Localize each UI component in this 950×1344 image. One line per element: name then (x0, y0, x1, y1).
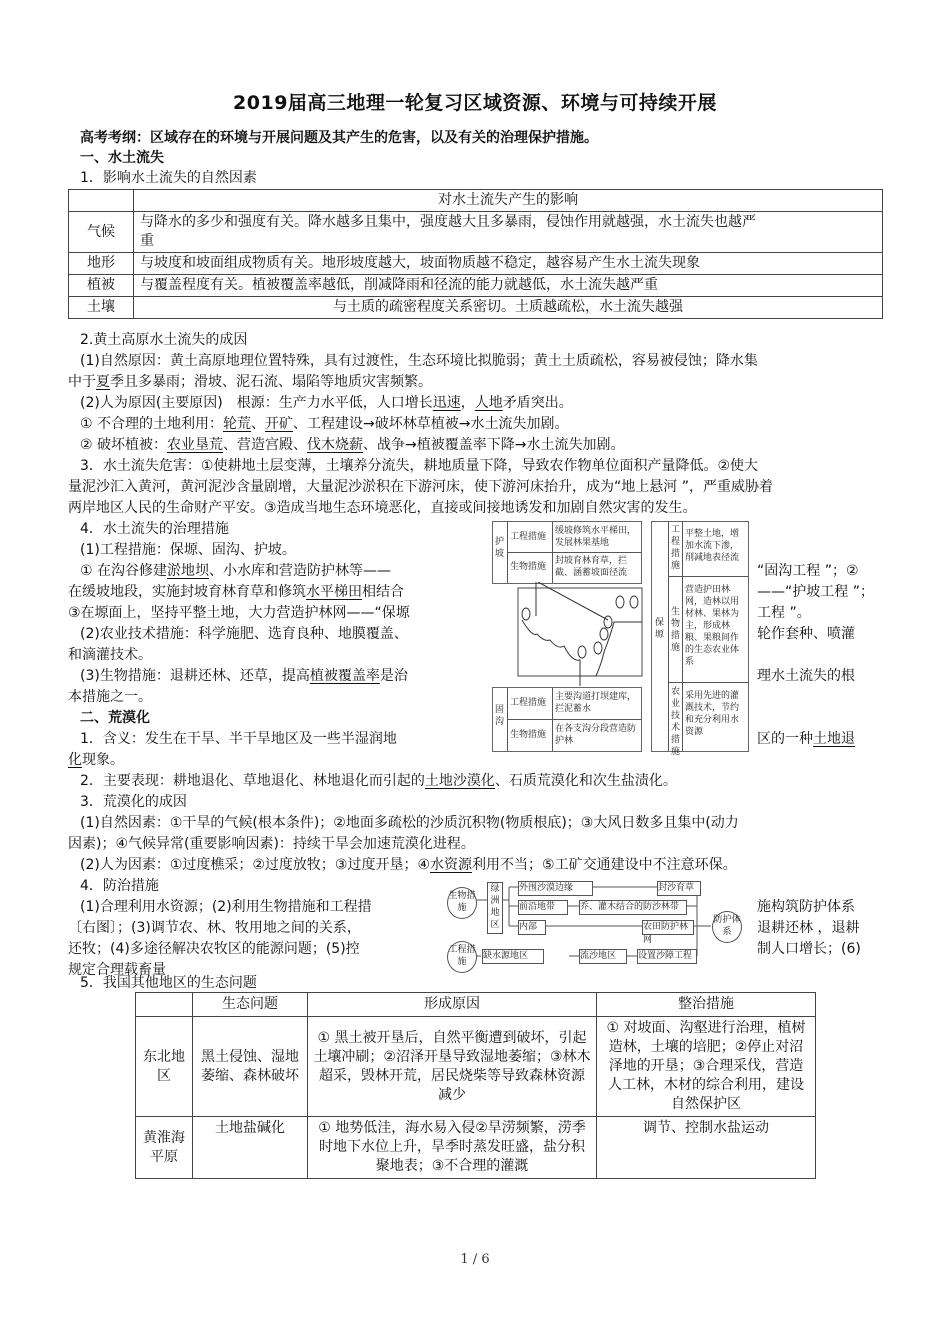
causes-heading: 3．荒漠化的成因 (80, 794, 187, 810)
table-header-cell: 对水土流失产生的影响 (134, 190, 883, 212)
farmland-shelter-node: 农田防护林网 (642, 920, 694, 935)
land-use-line (80, 415, 568, 433)
table-row (69, 297, 883, 319)
text: 、石质荒漠化和次生盐渍化。 (494, 773, 677, 789)
other-regions-heading: 5．我国其他地区的生态问题 (80, 975, 257, 991)
factor-cell: 土壤 (69, 297, 134, 319)
measure1 (80, 562, 391, 580)
subheading-treatment: 4．水土流失的治理措施 (80, 521, 229, 537)
text: 、营造宫殿、 (223, 437, 308, 453)
measure2 (68, 583, 404, 601)
harm-line3: 两岸地区人民的生命财产平安。③造成当地生态环境恶化，直接或间接地诱发和加剧自然灾害的发生。 (68, 500, 697, 516)
gugou-block (492, 687, 642, 752)
effect-cell: 与坡度和坡面组成物质有关。地形坡度越大，坡面物质越不稳定，越容易产生水土流失现象 (134, 253, 883, 275)
underlined-term: 化 (68, 752, 82, 768)
measure-cell: 调节、控制水盐运动 (597, 1117, 816, 1179)
measure3: ③在塬面上，坚持平整土地，大力营造护林网——“保塬 (68, 605, 410, 621)
gugou-label: 固沟 (495, 705, 505, 727)
baoyuan-label: 保塬 (655, 618, 665, 640)
effect-text: 与降水的多少和强度有关。降水越多且集中，强度越大且多暴雨，侵蚀作用就越强，水土流失也越严 (140, 214, 756, 230)
text: 区的一种 (757, 731, 813, 747)
measure3-right: 工程 ”。 (757, 605, 811, 621)
factor-cell: 植被 (69, 275, 134, 297)
prevention-line2: 〔右图〕；(3)调节农、林、牧用地之间的关系， (68, 920, 361, 936)
baoyuan-type-1: 工程措施 (671, 525, 681, 571)
document-title: 2019届高三地理一轮复习区域资源、环境与可持续开展 (233, 92, 717, 114)
shelter-belt-node: 乔、灌木结合的防沙林带 (579, 900, 687, 915)
effect-text-cont: 重 (140, 233, 154, 249)
factor-cell: 地形 (69, 253, 134, 275)
baoyuan-desc-2: 营造护田林网，造林以用材林、果林为主，形成林粮、果粮间作的生态农业体系 (685, 585, 740, 667)
gugou-type-1: 工程措施 (510, 698, 547, 708)
region-cell: 黄淮海平原 (136, 1117, 193, 1179)
table-header-row (136, 993, 816, 1017)
text: ① 不合理的土地利用： (80, 416, 224, 432)
underlined-term: 迅速 (432, 395, 461, 411)
human-factors-line (80, 856, 737, 874)
underlined-term: 水平梯田 (306, 584, 362, 600)
human-cause-line (80, 394, 573, 412)
text: 在缓坡地段，实施封坡育林育草和修筑 (68, 584, 306, 600)
eco-problems-table (135, 992, 816, 1179)
cause-cell: ① 地势低洼，海水易入侵②旱涝频繁，涝季时地下水位上升，旱季时蒸发旺盛，盐分积聚地表；③不合理的灌溉 (308, 1117, 597, 1179)
agri-measures-line2: 和滴灌技术。 (68, 647, 152, 663)
natural-factors-line2: 因素)；④气候异常(重要影响因素)：持续干旱会加速荒漠化进程。 (68, 836, 475, 852)
subheading-loess-causes: 2.黄土高原水土流失的成因 (80, 332, 248, 348)
prevention-line2-right: 退耕还林 ，退耕 (757, 920, 860, 936)
baoyuan-block (651, 521, 749, 757)
underlined-term: 淤地坝 (167, 563, 210, 579)
prevention-line4: 规定合理载畜量 (68, 962, 166, 978)
effect-cell: 与土质的疏密程度关系密切。土质越疏松，水土流失越强 (134, 297, 883, 319)
prevention-line1: (1)合理利用水资源；(2)利用生物措施和工程措 (80, 899, 372, 915)
underlined-term: 土地沙漠化 (424, 773, 495, 789)
exam-outline: 高考考纲：区域存在的环境与开展问题及其产生的危害，以及有关的治理保护措施。 (80, 130, 598, 146)
measure-cell: ① 对坡面、沟壑进行治理，植树造林，土壤的培肥；②停止对沼泽地的开垦；③合理采伐，营造人工林，木材的综合利用，建设自然保护区 (597, 1017, 816, 1117)
text: 利用不当；⑤工矿交通建设中不注意环保。 (472, 857, 737, 873)
agri-measures-right: 轮作套种、喷灌 (757, 626, 855, 642)
bio-measures-line1 (80, 667, 408, 685)
text: 相结合 (362, 584, 404, 600)
table-row (69, 212, 883, 253)
oasis-node: 绿洲地区 (487, 882, 503, 934)
front-zone-node: 前沿地带 (518, 900, 568, 915)
text: 中于 (68, 374, 96, 390)
underlined-term: 植被覆盖率 (309, 668, 380, 684)
subheading-natural-factors: 1．影响水土流失的自然因素 (80, 170, 257, 186)
baoyuan-desc-1: 平整土地，增加水流下渗，削减地表径流 (685, 529, 740, 563)
cause-cell: ① 黑土被开垦后，自然平衡遭到破坏，引起土壤冲刷；②沼泽开垦导致湿地萎缩；③林木超采，毁林开荒，居民烧柴等导致森林资源减少 (308, 1017, 597, 1117)
hupo-type-1: 工程措施 (510, 532, 547, 542)
underlined-term: 农业垦荒 (167, 437, 224, 453)
desertification-definition-right (757, 730, 855, 748)
table-corner-cell (69, 190, 134, 212)
region-cell: 东北地区 (136, 1017, 193, 1117)
prevention-heading: 4．防治措施 (80, 878, 159, 894)
header-cell: 生态问题 (193, 993, 308, 1017)
prevention-line3-right: 制人口增长；(6) (757, 941, 861, 957)
underlined-term: 伐木烧薪 (307, 437, 364, 453)
engineering-measures: (1)工程措施：保塬、固沟、护坡。 (80, 542, 296, 558)
baoyuan-type-3: 农业技术措施 (671, 687, 681, 757)
natural-cause-line2 (68, 373, 432, 391)
text: 、小水库和营造防护林等—— (209, 563, 392, 579)
hupo-desc-2: 封坡育林育草，拦截、涵蓄坡面径流 (555, 556, 628, 578)
measure1-right: “固沟工程 ”；② (757, 563, 859, 579)
header-cell (136, 993, 193, 1017)
page-number: 1 / 6 (460, 1252, 490, 1267)
measure2-right: ——“护坡工程 ”； (757, 584, 874, 600)
text: 2．主要表现：耕地退化、草地退化、林地退化而引起的 (80, 773, 425, 789)
text: (2)人为原因(主要原因) 根源：生产力水平低，人口增长 (80, 395, 433, 411)
bio-measures-right: 理水土流失的根 (757, 668, 855, 684)
baoyuan-desc-3: 采用先进的灌溉技术，节约和充分利用水资源 (685, 691, 740, 737)
prevention-line3: 还牧；(4)多途径解决农牧区的能源问题；(5)控 (68, 941, 360, 957)
vegetation-line (80, 436, 624, 454)
effect-cell: 与覆盖程度有关。植被覆盖率越低，削减降雨和径流的能力就越低，水土流失越严重 (134, 275, 883, 297)
agri-measures-line1: (2)农业技术措施：科学施肥、选育良种、地膜覆盖、 (80, 626, 408, 642)
text: 现象。 (82, 752, 124, 768)
section1-heading: 一、水土流失 (80, 150, 164, 166)
main-manifestation (80, 772, 677, 790)
bio-measures-line2: 本措施之一。 (68, 689, 152, 705)
text: 、战争→植被覆盖率下降→水土流失加剧。 (363, 437, 625, 453)
prevention-line1-right: 施构筑防护体系 (757, 899, 855, 915)
gugou-type-2: 生物措施 (510, 730, 547, 740)
text: 、工程建设→破坏林草植被→水土流失加剧。 (293, 416, 569, 432)
hupo-label: 护坡 (495, 537, 505, 559)
text: 、 (251, 416, 266, 432)
header-cell: 整治措施 (597, 993, 816, 1017)
underlined-term: 水资源 (430, 857, 473, 873)
problem-cell: 黑土侵蚀、湿地萎缩、森林破坏 (193, 1017, 308, 1117)
natural-factors-line1: (1)自然因素：①干旱的气候(根本条件)；②地面多疏松的沙质沉积物(物质根底)；③大风日数多且集中(动力 (80, 815, 739, 831)
baoyuan-type-2: 生物措施 (671, 607, 681, 653)
text: ， (460, 395, 475, 411)
bio-measures-node: 生物措施 (447, 887, 477, 919)
underlined-term: 人地 (474, 395, 503, 411)
hupo-block (492, 521, 642, 584)
text: 是治 (379, 668, 408, 684)
underlined-term: 轮荒 (223, 416, 252, 432)
natural-cause-line1: (1)自然原因：黄土高原地理位置特殊，具有过渡性，生态环境比拟脆弱；黄土土质疏松，容易被侵蚀；降水集 (80, 353, 758, 369)
section2-heading: 二、荒漠化 (80, 710, 150, 726)
text: (3)生物措施：退耕还林、还草，提高 (80, 668, 310, 684)
shifting-sand-node: 流沙地区 (579, 949, 627, 964)
sand-barrier-node: 设置沙障工程 (637, 949, 697, 964)
table-header-row (69, 190, 883, 212)
slope-illustration (492, 582, 652, 687)
text: ② 破坏植被： (80, 437, 168, 453)
desert-edge-node: 外围沙漠边缘 (518, 881, 593, 896)
no-water-node: 缺水源地区 (482, 949, 544, 964)
effect-cell (134, 212, 883, 253)
gugou-desc-2: 在各支沟分段营造防护林 (555, 724, 637, 746)
eng-measures-node: 工程措施 (447, 941, 477, 973)
table-row (69, 253, 883, 275)
table-row (136, 1117, 816, 1179)
desertification-definition-line2 (68, 751, 124, 769)
natural-factors-table (68, 189, 883, 319)
desertification-definition: 1．含义：发生在干旱、半干旱地区及一些半湿润地 (80, 731, 397, 747)
underlined-term: 土地退 (813, 731, 855, 747)
table-row (69, 275, 883, 297)
underlined-term: 开矿 (265, 416, 294, 432)
problem-cell: 土地盐碱化 (193, 1117, 308, 1179)
harm-line2: 量泥沙汇入黄河，黄河泥沙含量剧增，大量泥沙淤积在下游河床，使下游河床抬升，成为“地上悬河 ”，严重威胁着 (68, 479, 773, 495)
text: 矛盾突出。 (502, 395, 573, 411)
hupo-desc-1: 缓坡修筑水平梯田，发展林果基地 (555, 526, 637, 548)
underlined-term: 夏 (96, 374, 110, 390)
text: ① 在沟谷修建 (80, 563, 168, 579)
factor-cell: 气候 (69, 212, 134, 253)
seal-sand-node: 封沙育草 (657, 881, 701, 896)
inner-zone-node: 内部 (518, 920, 546, 935)
text: 季且多暴雨；滑坡、泥石流、塌陷等地质灾害频繁。 (110, 374, 432, 390)
text: (2)人为因素：①过度樵采；②过度放牧；③过度开垦；④ (80, 857, 431, 873)
table-row (136, 1017, 816, 1117)
header-cell: 形成原因 (308, 993, 597, 1017)
protection-system-node: 防护体系 (712, 911, 742, 943)
hupo-type-2: 生物措施 (510, 562, 547, 572)
gugou-desc-1: 主要沟道打坝建库，拦泥蓄水 (555, 692, 637, 714)
harm-line1: 3．水土流失危害：①使耕地土层变薄，土壤养分流失，耕地质量下降，导致农作物单位面积产量降低。②使大 (80, 458, 759, 474)
